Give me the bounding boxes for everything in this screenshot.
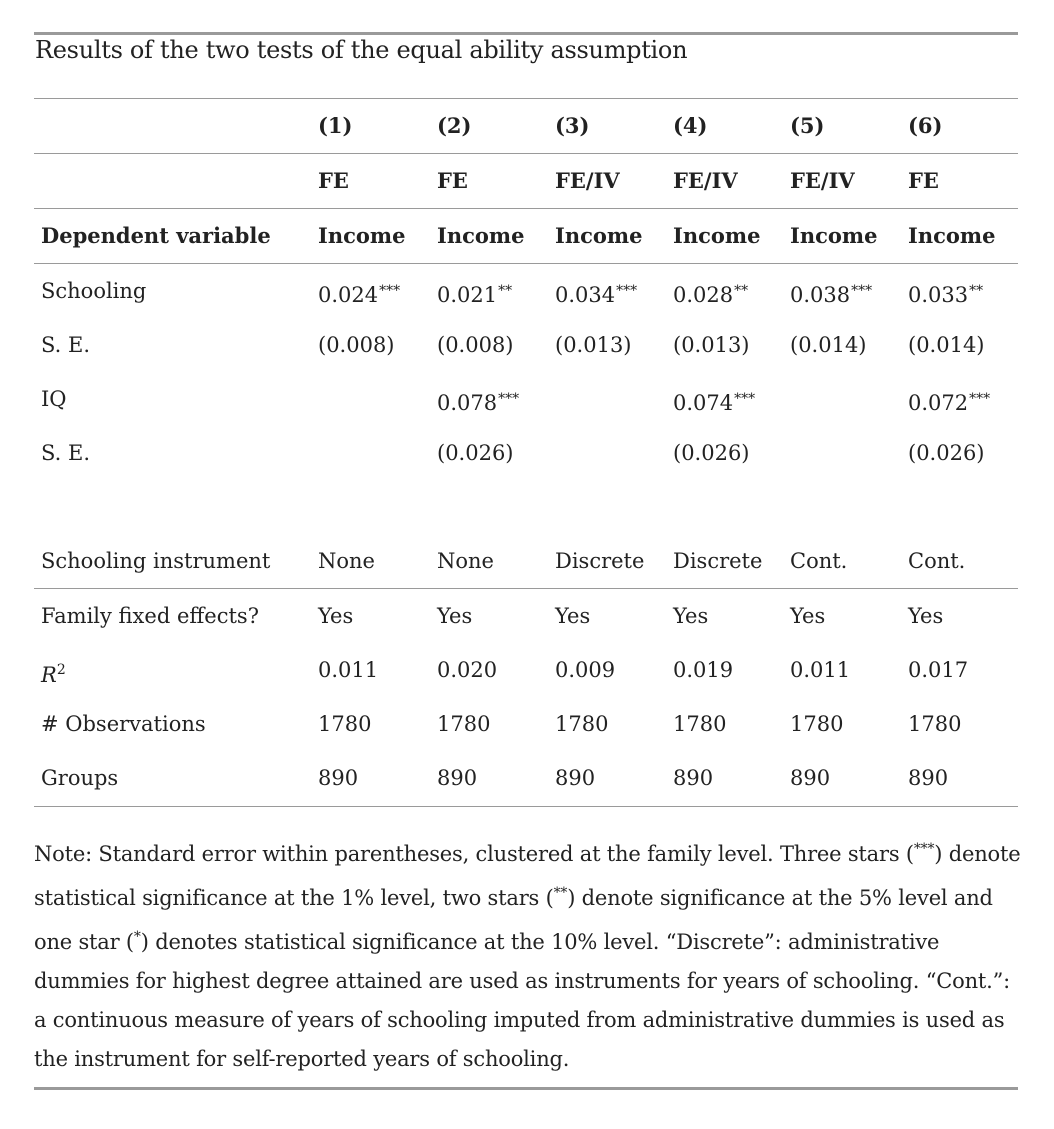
instrument-label: Schooling instrument [41, 549, 271, 573]
r-squared-base: R [41, 663, 57, 687]
coefficient-cell [908, 387, 990, 415]
note-text-3: ) denote significance at the 5% level and one star ( [34, 886, 993, 954]
column-number: (6) [908, 113, 943, 138]
coefficient-cell [318, 333, 395, 357]
instrument-rule [34, 588, 1018, 589]
r-squared-exponent: 2 [56, 662, 66, 678]
column-dependent: Income [673, 223, 761, 248]
note-text-1: Note: Standard error within parentheses, clustered at the family level. Three stars ( [34, 842, 914, 866]
r-squared-value: 0.009 [555, 658, 616, 682]
r-squared-value: 0.017 [908, 658, 969, 682]
column-number: (1) [318, 113, 353, 138]
coefficient-value: 0.028 [673, 283, 734, 307]
bottom-rule [34, 1087, 1018, 1090]
coefficient-cell [673, 279, 748, 307]
observations-value: 1780 [437, 712, 491, 736]
coefficient-value: 0.024 [318, 283, 379, 307]
row-label: S. E. [41, 441, 90, 465]
coefficient-cell [908, 279, 983, 307]
coefficient-value: 0.074 [673, 391, 734, 415]
coefficient-value: (0.013) [673, 333, 750, 357]
note-text-4: ) denotes statistical significance at the 10% level. “Discrete”: administrative dummies for highest degree attained are used as instruments for years of schooling. “Cont.”: a continuous measure of years of schooling imputed from administrative dummies is used as the instrument for self-reported years of schooling. [34, 930, 1011, 1071]
coefficient-cell [673, 387, 755, 415]
instrument-value: Discrete [555, 549, 645, 573]
groups-value: 890 [790, 766, 831, 790]
observations-value: 1780 [673, 712, 727, 736]
family-fe-value: Yes [908, 604, 944, 628]
observations-value: 1780 [555, 712, 609, 736]
instrument-value: Cont. [908, 549, 966, 573]
coefficient-value: (0.014) [790, 333, 867, 357]
r-squared-value: 0.019 [673, 658, 734, 682]
coefficient-value: (0.026) [673, 441, 750, 465]
significance-stars: *** [851, 283, 873, 299]
significance-stars: *** [734, 391, 756, 407]
observations-label: # Observations [41, 712, 206, 736]
column-number-rule [34, 153, 1018, 154]
observations-value: 1780 [790, 712, 844, 736]
column-method-rule [34, 208, 1018, 209]
family-fe-value: Yes [437, 604, 473, 628]
coefficient-cell [790, 333, 867, 357]
note-stars-3: * [133, 929, 141, 945]
groups-value: 890 [673, 766, 714, 790]
family-fe-value: Yes [555, 604, 591, 628]
groups-label: Groups [41, 766, 119, 790]
column-dependent: Income [437, 223, 525, 248]
coefficient-value: (0.013) [555, 333, 632, 357]
dependent-rule [34, 263, 1018, 264]
coefficient-value: (0.008) [437, 333, 514, 357]
column-method: FE [908, 168, 939, 193]
top-rule [34, 32, 1018, 35]
coefficient-cell [908, 333, 985, 357]
coefficient-cell [555, 279, 637, 307]
groups-value: 890 [318, 766, 359, 790]
row-label: Schooling [41, 279, 147, 303]
column-number: (4) [673, 113, 708, 138]
significance-stars: *** [498, 391, 520, 407]
significance-stars: *** [616, 283, 638, 299]
observations-value: 1780 [318, 712, 372, 736]
coefficient-value: 0.038 [790, 283, 851, 307]
coefficient-value: (0.014) [908, 333, 985, 357]
note-stars-2: ** [553, 885, 568, 901]
instrument-value: Discrete [673, 549, 763, 573]
instrument-value: Cont. [790, 549, 848, 573]
table-title: Results of the two tests of the equal ability assumption [35, 36, 688, 64]
coefficient-value: 0.021 [437, 283, 498, 307]
column-dependent: Income [555, 223, 643, 248]
significance-stars: ** [734, 283, 749, 299]
coefficient-value: 0.034 [555, 283, 616, 307]
bottom-table-rule [34, 806, 1018, 807]
coefficient-value: 0.078 [437, 391, 498, 415]
coefficient-value: 0.072 [908, 391, 969, 415]
r-squared-value: 0.011 [790, 658, 851, 682]
column-number: (5) [790, 113, 825, 138]
coefficient-cell [437, 441, 514, 465]
coefficient-cell [790, 279, 872, 307]
significance-stars: *** [379, 283, 401, 299]
note-text-2: ) denote statistical significance at the 1% level, two stars ( [34, 842, 1021, 910]
family-fe-value: Yes [673, 604, 709, 628]
row-label: S. E. [41, 333, 90, 357]
instrument-value: None [318, 549, 375, 573]
groups-value: 890 [908, 766, 949, 790]
coefficient-cell [673, 333, 750, 357]
observations-value: 1780 [908, 712, 962, 736]
family-fe-value: Yes [790, 604, 826, 628]
dependent-variable-label: Dependent variable [41, 223, 271, 248]
coefficient-cell [437, 333, 514, 357]
column-method: FE [318, 168, 349, 193]
note-stars-1: *** [913, 841, 935, 857]
header-rule [34, 98, 1018, 99]
column-dependent: Income [318, 223, 406, 248]
column-dependent: Income [790, 223, 878, 248]
coefficient-cell [908, 441, 985, 465]
column-method: FE [437, 168, 468, 193]
r-squared-label [41, 658, 66, 687]
column-number: (3) [555, 113, 590, 138]
coefficient-cell [318, 279, 400, 307]
coefficient-value: 0.033 [908, 283, 969, 307]
coefficient-value: (0.026) [437, 441, 514, 465]
coefficient-cell [437, 387, 519, 415]
column-method: FE/IV [673, 168, 738, 193]
coefficient-value: (0.026) [908, 441, 985, 465]
coefficient-value: (0.008) [318, 333, 395, 357]
coefficient-cell [437, 279, 512, 307]
significance-stars: ** [969, 283, 984, 299]
column-dependent: Income [908, 223, 996, 248]
significance-stars: ** [498, 283, 513, 299]
coefficient-cell [673, 441, 750, 465]
instrument-value: None [437, 549, 494, 573]
family-fe-label: Family fixed effects? [41, 604, 259, 628]
row-label: IQ [41, 387, 67, 411]
r-squared-value: 0.020 [437, 658, 498, 682]
r-squared-value: 0.011 [318, 658, 379, 682]
coefficient-cell [555, 333, 632, 357]
column-method: FE/IV [790, 168, 855, 193]
column-method: FE/IV [555, 168, 620, 193]
table-note [34, 830, 1024, 1079]
significance-stars: *** [969, 391, 991, 407]
column-number: (2) [437, 113, 472, 138]
groups-value: 890 [437, 766, 478, 790]
groups-value: 890 [555, 766, 596, 790]
family-fe-value: Yes [318, 604, 354, 628]
